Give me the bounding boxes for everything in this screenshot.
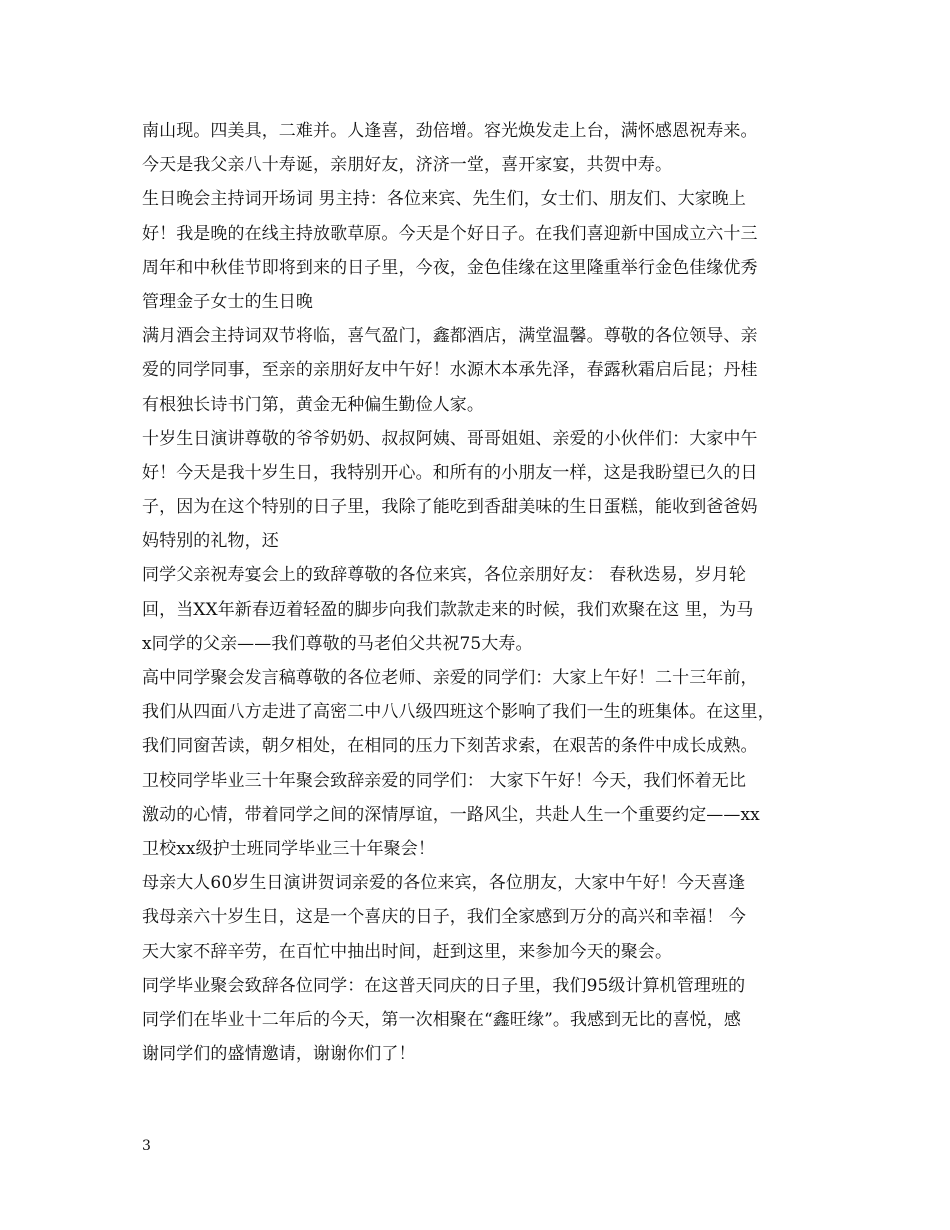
body-text: [142, 114, 822, 1071]
text-line: 回，当XX年新春迈着轻盈的脚步向我们款款走来的时候，我们欢聚在这 里，为马: [142, 599, 754, 620]
text-line: 我母亲六十岁生日，这是一个喜庆的日子，我们全家感到万分的高兴和幸福！ 今: [142, 907, 747, 928]
text-line: 妈特别的礼物，还: [142, 531, 279, 552]
text-line: 卫校同学毕业三十年聚会致辞亲爱的同学们： 大家下午好！今天，我们怀着无比: [142, 770, 747, 791]
text-line: 同学父亲祝寿宴会上的致辞尊敬的各位来宾，各位亲朋好友： 春秋迭易，岁月轮: [142, 565, 747, 586]
text-line: 子，因为在这个特别的日子里，我除了能吃到香甜美味的生日蛋糕，能收到爸爸妈: [142, 497, 758, 518]
text-line: 好！今天是我十岁生日，我特别开心。和所有的小朋友一样，这是我盼望已久的日: [142, 462, 758, 483]
text-line: 好！我是晚的在线主持放歌草原。今天是个好日子。在我们喜迎新中国成立六十三: [142, 223, 758, 244]
text-line: 满月酒会主持词双节将临，喜气盈门，鑫都酒店，满堂温馨。尊敬的各位领导、亲: [142, 326, 758, 347]
text-line: 今天是我父亲八十寿诞，亲朋好友，济济一堂，喜开家宴，共贺中寿。: [142, 155, 673, 176]
text-line: 十岁生日演讲尊敬的爷爷奶奶、叔叔阿姨、哥哥姐姐、亲爱的小伙伴们：大家中午: [142, 428, 758, 449]
text-line: 爱的同学同事，至亲的亲朋好友中午好！水源木本承先泽，春露秋霜启后昆；丹桂: [142, 360, 758, 381]
page-number: 3: [142, 1138, 151, 1154]
text-line: 我们从四面八方走进了高密二中八八级四班这个影响了我们一生的班集体。在这里，: [142, 702, 775, 723]
text-line: 谢同学们的盛情邀请，谢谢你们了！: [142, 1044, 416, 1065]
text-line: 有根独长诗书门第，黄金无种偏生勤俭人家。: [142, 394, 484, 415]
text-line: 南山现。四美具，二难并。人逢喜，劲倍增。容光焕发走上台，满怀感恩祝寿来。: [142, 121, 758, 141]
text-line: 管理金子女士的生日晚: [142, 291, 313, 312]
text-line: 天大家不辞辛劳，在百忙中抽出时间，赶到这里，来参加今天的聚会。: [142, 941, 673, 962]
text-line: 母亲大人60岁生日演讲贺词亲爱的各位来宾，各位朋友，大家中午好！今天喜逢: [142, 873, 746, 894]
text-line: 同学毕业聚会致辞各位同学：在这普天同庆的日子里，我们95级计算机管理班的: [142, 975, 746, 996]
text-line: x同学的父亲——我们尊敬的马老伯父共祝75大寿。: [142, 633, 533, 654]
text-line: 高中同学聚会发言稿尊敬的各位老师、亲爱的同学们：大家上午好！二十三年前，: [142, 668, 758, 688]
text-line: 生日晚会主持词开场词 男主持：各位来宾、先生们，女士们、朋友们、大家晚上: [142, 189, 747, 210]
text-line: 卫校xx级护士班同学毕业三十年聚会！: [142, 838, 435, 859]
text-line: 我们同窗苦读，朝夕相处，在相同的压力下刻苦求索，在艰苦的条件中成长成熟。: [142, 736, 758, 757]
text-line: 激动的心情，带着同学之间的深情厚谊，一路风尘，共赴人生一个重要约定——xx: [142, 804, 760, 825]
text-line: 周年和中秋佳节即将到来的日子里，今夜，金色佳缘在这里隆重举行金色佳缘优秀: [142, 257, 758, 278]
text-line: 同学们在毕业十二年后的今天，第一次相聚在“鑫旺缘”。我感到无比的喜悦，感: [142, 1009, 741, 1030]
